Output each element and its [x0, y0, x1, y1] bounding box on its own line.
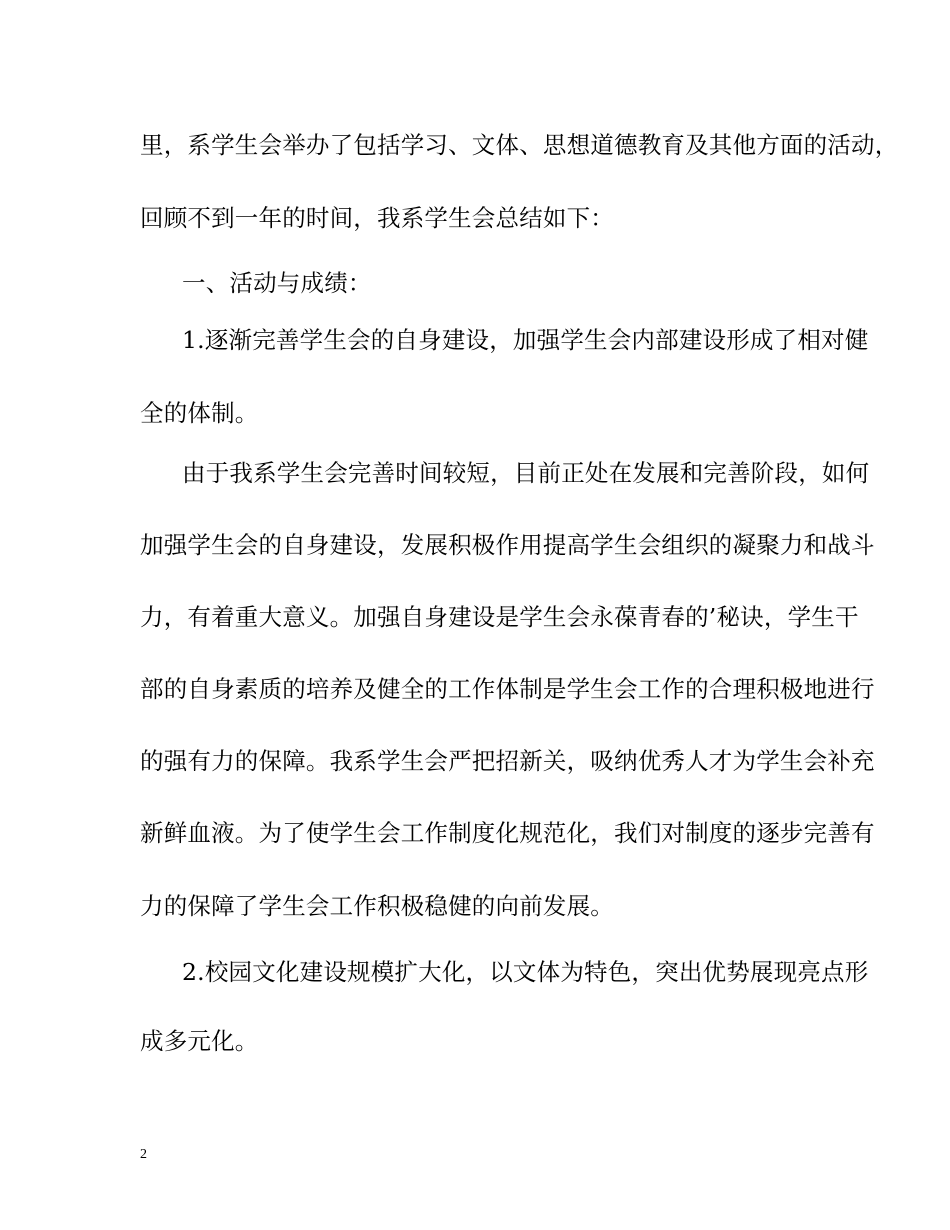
list-item-2-line-2: 成多元化。 — [140, 1027, 259, 1055]
list-item-1-line-1: 1.逐渐完善学生会的自身建设，加强学生会内部建设形成了相对健 — [182, 326, 869, 354]
paragraph-line-4: 部的自身素质的培养及健全的工作体制是学生会工作的合理积极地进行 — [140, 675, 875, 703]
page-number: 2 — [140, 1147, 147, 1162]
list-item-1-line-2: 全的体制。 — [140, 399, 259, 427]
body-line-1: 里，系学生会举办了包括学习、文体、思想道德教育及其他方面的活动， — [140, 131, 899, 159]
paragraph-line-6: 新鲜血液。为了使学生会工作制度化规范化，我们对制度的逐步完善有 — [140, 819, 875, 847]
paragraph-line-2: 加强学生会的自身建设，发展积极作用提高学生会组织的凝聚力和战斗 — [140, 531, 875, 559]
list-item-2-line-1: 2.校园文化建设规模扩大化，以文体为特色，突出优势展现亮点形 — [182, 958, 869, 986]
paragraph-line-7: 力的保障了学生会工作积极稳健的向前发展。 — [140, 892, 614, 920]
body-line-2: 回顾不到一年的时间，我系学生会总结如下： — [140, 204, 614, 232]
paragraph-line-5: 的强有力的保障。我系学生会严把招新关，吸纳优秀人才为学生会补充 — [140, 747, 875, 775]
paragraph-line-1: 由于我系学生会完善时间较短，目前正处在发展和完善阶段，如何 — [182, 459, 870, 487]
paragraph-line-3: 力，有着重大意义。加强自身建设是学生会永葆青春的’秘诀，学生干 — [140, 603, 859, 631]
section-heading: 一、活动与成绩： — [182, 269, 372, 297]
